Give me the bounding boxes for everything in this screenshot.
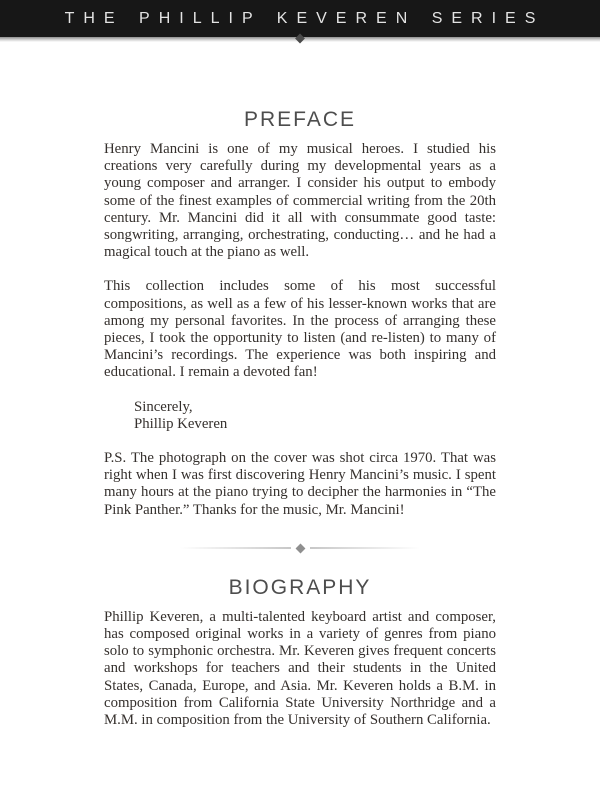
preface-paragraph-2: This collection includes some of his most successful compositions, as well as a few of his lesser-known works that are among my personal favorites. In the process of arranging these pieces, I took the opportunity to listen (and re-listen) to many of Mancini’s recordings. The experience was both inspiring and educational. I remain a devoted fan! xyxy=(104,278,496,381)
divider-line-left xyxy=(180,547,291,549)
divider-line-right xyxy=(310,547,421,549)
biography-heading: BIOGRAPHY xyxy=(228,575,372,599)
signature-name: Phillip Keveren xyxy=(134,415,228,432)
postscript-paragraph: P.S. The photograph on the cover was shot circa 1970. That was right when I was first discovering Henry Mancini’s music. I spent many hours at the piano trying to decipher the harmonies in “The Pink Panther.” Thanks for the music, Mr. Mancini! xyxy=(104,450,496,518)
page-content xyxy=(104,108,496,729)
preface-paragraph-1: Henry Mancini is one of my musical heroes. I studied his creations very carefully during my developmental years as a young composer and arranger. I consider his output to embody some of the finest examples of commercial writing from the 20th century. Mr. Mancini did it all with consummate good taste: songwriting, arranging, orchestrating, conducting… and he had a magical touch at the piano as well. xyxy=(104,141,496,261)
section-divider xyxy=(180,545,420,552)
biography-paragraph: Phillip Keveren, a multi-talented keyboard artist and composer, has composed original works in a variety of genres from piano solo to symphonic orchestra. Mr. Keveren gives frequent concerts and workshops for teachers and their students in the United States, Canada, Europe, and Asia. Mr. Keveren holds a B.M. in composition from California State University Northridge and a M.M. in composition from the University of Southern California. xyxy=(104,608,496,729)
signature-salutation: Sincerely, xyxy=(134,398,193,415)
series-header-bar xyxy=(0,0,600,37)
divider-diamond-icon xyxy=(295,543,305,553)
signature-block xyxy=(134,399,496,433)
series-title: THE PHILLIP KEVEREN SERIES xyxy=(64,9,545,27)
preface-heading: PREFACE xyxy=(243,108,357,131)
